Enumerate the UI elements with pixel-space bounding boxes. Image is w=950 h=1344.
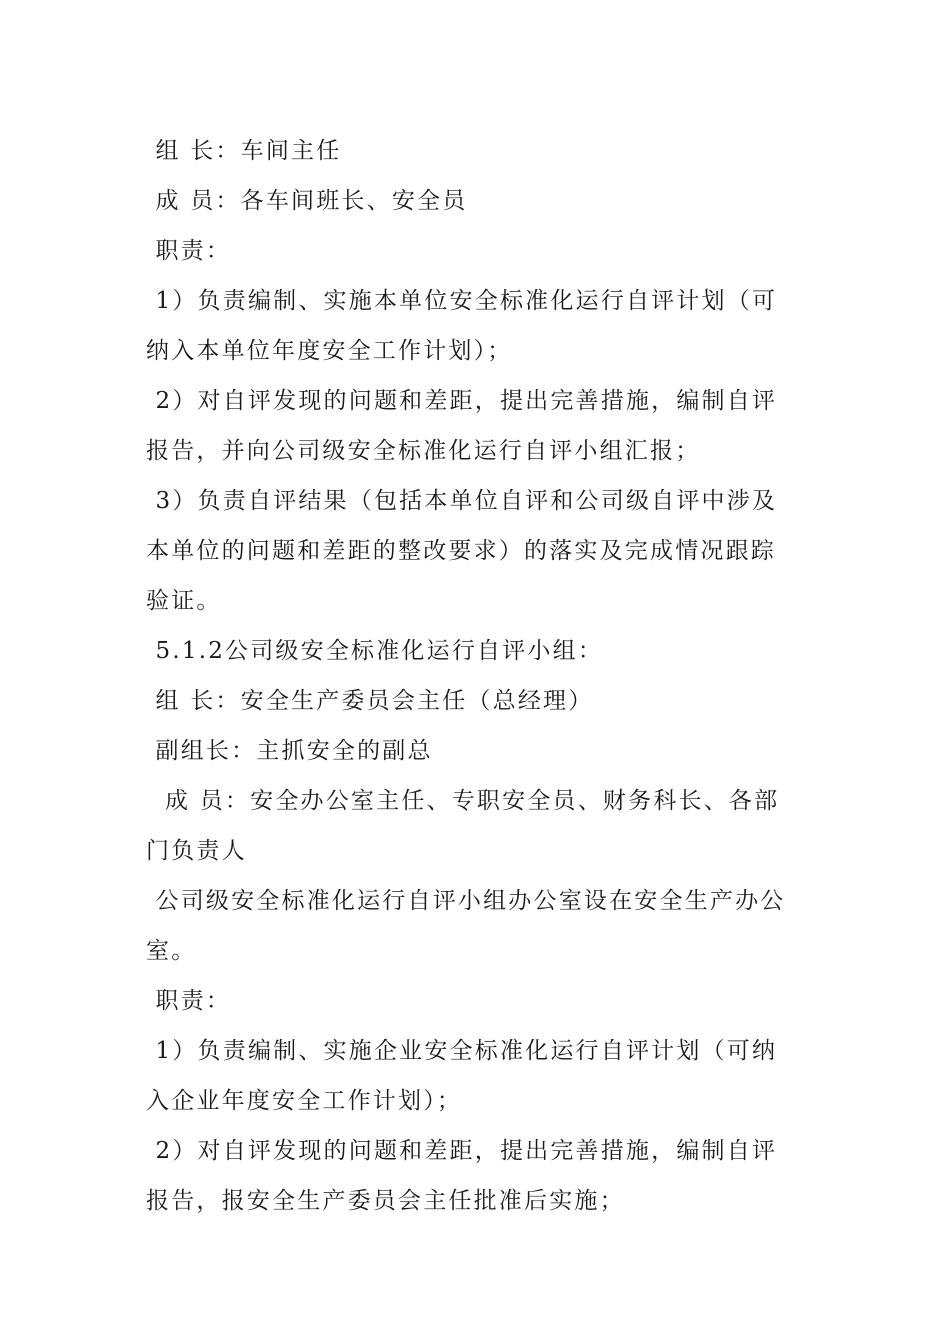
text-line-company-group-leader: 组 长：安全生产委员会主任（总经理） <box>146 688 594 714</box>
text-line-office-location: 公司级安全标准化运行自评小组办公室设在安全生产办公 <box>146 888 786 914</box>
text-line-company-members-cont: 门负责人 <box>146 838 247 864</box>
text-line-company-members: 成 员：安全办公室主任、专职安全员、财务科长、各部 <box>146 788 780 814</box>
text-line-deputy-leader: 副组长：主抓安全的副总 <box>146 738 433 764</box>
text-line-members: 成 员：各车间班长、安全员 <box>146 188 468 214</box>
text-line-duty-2: 2）对自评发现的问题和差距，提出完善措施，编制自评 <box>146 388 778 414</box>
text-line-company-duty-1: 1）负责编制、实施企业安全标准化运行自评计划（可纳 <box>146 1038 778 1064</box>
text-line-duty-1: 1）负责编制、实施本单位安全标准化运行自评计划（可 <box>146 288 778 314</box>
text-line-duty-3-cont: 本单位的问题和差距的整改要求）的落实及完成情况跟踪 <box>146 538 776 564</box>
text-line-company-duty-2-cont: 报告，报安全生产委员会主任批准后实施； <box>146 1188 625 1214</box>
text-line-company-duty-1-cont: 入企业年度安全工作计划）； <box>146 1088 463 1114</box>
text-line-duties-heading: 职责： <box>146 238 232 264</box>
text-line-office-location-end: 室。 <box>146 938 197 964</box>
text-line-group-leader: 组 长：车间主任 <box>146 138 342 164</box>
section-heading-5-1-2: 5.1.2公司级安全标准化运行自评小组： <box>146 638 604 664</box>
text-line-duty-1-cont: 纳入本单位年度安全工作计划）； <box>146 338 513 364</box>
text-line-company-duties-heading: 职责： <box>146 988 232 1014</box>
text-line-duty-2-cont: 报告，并向公司级安全标准化运行自评小组汇报； <box>146 438 701 464</box>
text-line-duty-3-end: 验证。 <box>146 588 222 614</box>
text-line-duty-3: 3）负责自评结果（包括本单位自评和公司级自评中涉及 <box>146 488 778 514</box>
text-line-company-duty-2: 2）对自评发现的问题和差距，提出完善措施，编制自评 <box>146 1138 778 1164</box>
